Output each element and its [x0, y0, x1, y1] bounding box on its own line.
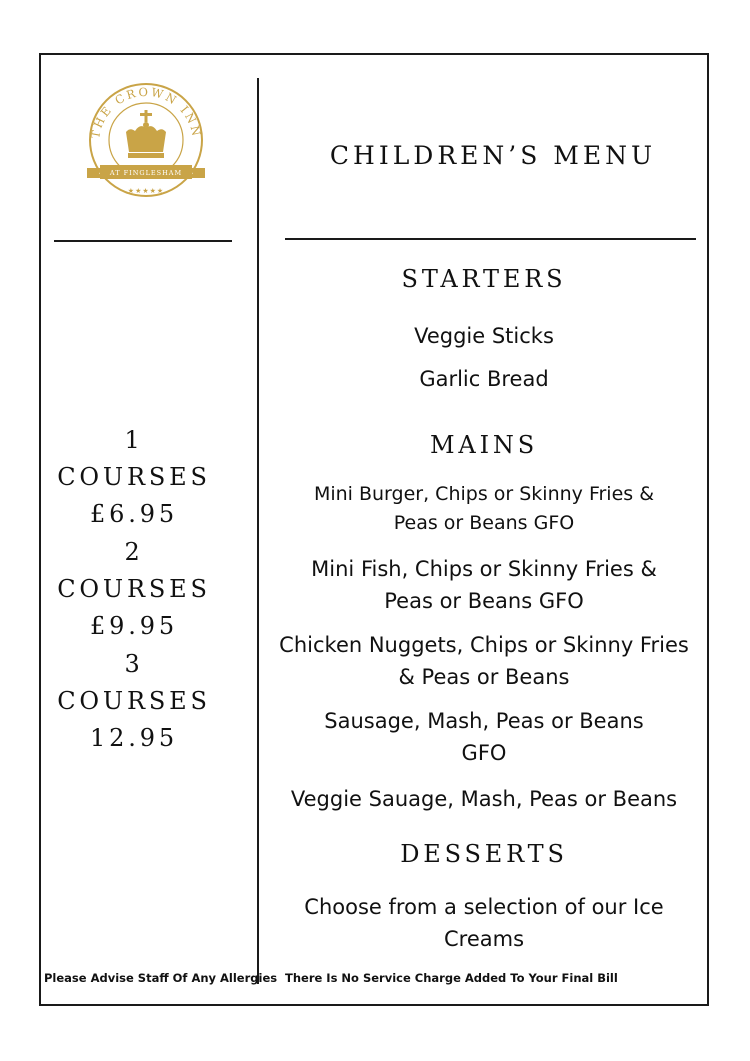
service-charge-note: There Is No Service Charge Added To Your Final Bill: [285, 971, 618, 985]
menu-item-line: Chicken Nuggets, Chips or Skinny Fries: [279, 633, 689, 657]
menu-item: Veggie Sticks: [414, 324, 554, 348]
menu-title: CHILDREN’S MENU: [329, 141, 657, 170]
course-name: 3 COURSES: [57, 650, 211, 715]
menu-item-line: Veggie Sauage, Mash, Peas or Beans: [290, 787, 678, 811]
course-price: 12.95: [90, 724, 178, 752]
menu-item-line: Mini Fish, Chips or Skinny Fries &: [311, 557, 657, 581]
menu-item-line: & Peas or Beans: [398, 665, 570, 689]
menu-item: [262, 705, 706, 769]
allergy-note: Please Advise Staff Of Any Allergies: [44, 971, 278, 985]
logo-arc-text: THE CROWN INN: [88, 84, 204, 140]
menu-item-line: Peas or Beans GFO: [384, 589, 584, 613]
right-rule: [285, 238, 696, 240]
menu-item: Garlic Bread: [419, 367, 549, 391]
course-3: [42, 646, 226, 757]
menu-item-line: Choose from a selection of our Ice: [304, 895, 664, 919]
crown-inn-logo: [83, 80, 209, 202]
crown-icon: [126, 110, 166, 158]
course-price: £6.95: [90, 500, 178, 528]
logo-stars: ★★★★★: [127, 187, 165, 195]
menu-item-line: Creams: [443, 927, 525, 951]
menu-item-line: Sausage, Mash, Peas or Beans: [324, 709, 644, 733]
menu-item: [262, 480, 706, 538]
course-1: [42, 422, 226, 533]
menu-item-line: GFO: [461, 741, 507, 765]
menu-item-line: Peas or Beans GFO: [393, 512, 575, 534]
course-price: £9.95: [90, 612, 178, 640]
menu-item: [262, 629, 706, 693]
course-name: 2 COURSES: [57, 538, 211, 603]
menu-item-line: Mini Burger, Chips or Skinny Fries &: [313, 483, 655, 505]
logo-ribbon-text: AT FINGLESHAM: [109, 169, 183, 177]
menu-item: [262, 891, 706, 955]
mains-heading: MAINS: [429, 431, 539, 459]
starters-heading: STARTERS: [401, 265, 567, 293]
desserts-heading: DESSERTS: [400, 840, 568, 868]
course-2: [42, 534, 226, 645]
left-rule: [54, 240, 232, 242]
menu-item: [262, 783, 706, 815]
column-divider: [257, 78, 259, 984]
menu-item: [262, 553, 706, 617]
course-name: 1 COURSES: [57, 426, 211, 491]
